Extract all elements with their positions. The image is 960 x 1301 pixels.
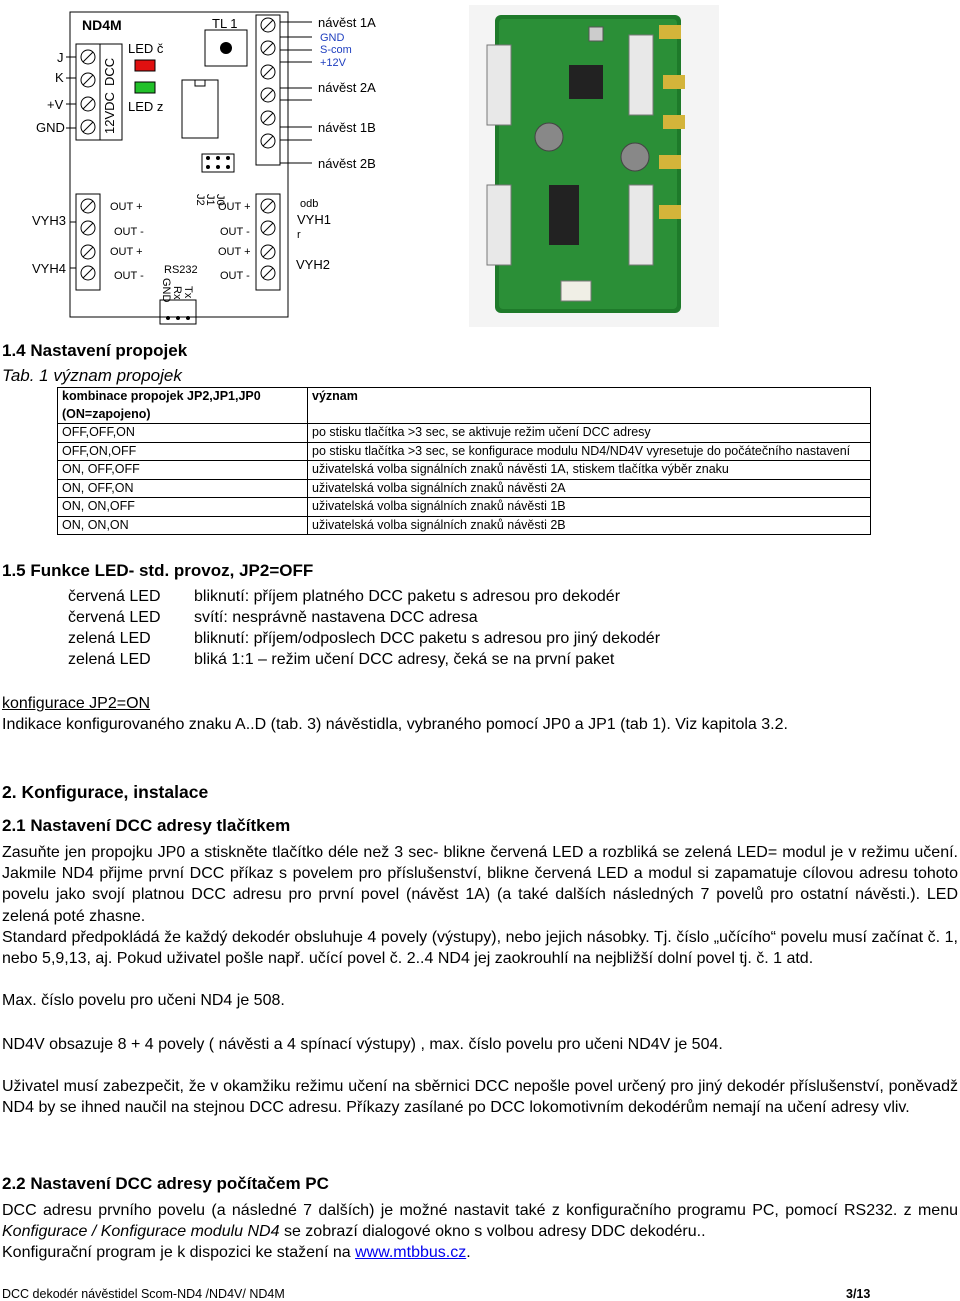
table-header-meaning: význam xyxy=(308,388,871,424)
paragraph-standard: Standard předpokládá že každý dekodér obsluhuje 4 povely (výstupy), nebo jejich násobky. Tj. číslo „učícího“ povelu musí začínat č. 1, nebo 5,9,13, aj. Pokud uživatel pošle např. učící povel č. 2..4 ND4 jej zaokrouhlí na nejbližší dolní povel tj. č. 1 atd. xyxy=(2,929,958,968)
table-cell-combo: ON, OFF,ON xyxy=(58,479,308,498)
table-cell-combo: ON, ON,OFF xyxy=(58,498,308,517)
out-left-3: OUT + xyxy=(110,246,143,258)
out-right-2: OUT - xyxy=(220,226,250,238)
table-row xyxy=(58,424,871,443)
table-cell-meaning: po stisku tlačítka >3 sec, se konfigurace modulu ND4/ND4V vyresetuje do počátečního nastavení xyxy=(308,442,871,461)
paragraph-nd4v: ND4V obsazuje 8 + 4 povely ( návěsti a 4 spínací výstupy) , max. číslo povelu pro učeni ND4V je 504. xyxy=(2,1036,723,1053)
rs232-label: RS232 xyxy=(164,264,198,276)
r-label: r xyxy=(297,229,301,241)
table-row xyxy=(58,498,871,517)
rs232-pin-tx: Tx xyxy=(182,286,194,299)
rs232-pin-gnd: GND xyxy=(160,278,172,303)
12vdc-vertical-label: 12VDC xyxy=(102,92,117,134)
jumper-table xyxy=(57,387,871,535)
out-left-1: OUT + xyxy=(110,201,143,213)
left-label-j: J xyxy=(57,50,64,65)
button-label: TL 1 xyxy=(212,16,238,31)
table-cell-combo: ON, ON,ON xyxy=(58,516,308,535)
paragraph-learning: Zasuňte jen propojku JP0 a stiskněte tlačítko déle než 3 sec- blikne červená LED a rozbliká se zelená LED= modul je v režimu učení. Jakmile ND4 přijme první DCC příkaz s povelem pro příslušenství, blikne červená LED a modul si zapamatuje cílovou adresu tohoto povelu jako svojí platnou DCC adresu pro první povel (návěst 1A) (a také dalších následných 7 povelů pro ostatní návěsti.). LED zelená poté zhasne. xyxy=(2,844,958,925)
odb-label: odb xyxy=(300,198,319,210)
heading-2-2: 2.2 Nastavení DCC adresy počítačem PC xyxy=(2,1174,329,1193)
right-label-scom: S-com xyxy=(320,44,352,56)
left-label-vyh3: VYH3 xyxy=(32,213,66,228)
table-cell-meaning: po stisku tlačítka >3 sec, se aktivuje režim učení DCC adresy xyxy=(308,424,871,443)
heading-1-4: 1.4 Nastavení propojek xyxy=(2,341,188,360)
out-left-4: OUT - xyxy=(114,270,144,282)
table-row xyxy=(58,516,871,535)
right-label-2a: návěst 2A xyxy=(318,80,376,95)
out-right-4: OUT - xyxy=(220,270,250,282)
led-name: červená LED xyxy=(68,609,161,626)
table-header-row xyxy=(58,388,871,424)
pc-menu-path: Konfigurace / Konfigurace modulu ND4 xyxy=(2,1223,280,1241)
table-row xyxy=(58,442,871,461)
out-left-2: OUT - xyxy=(114,226,144,238)
pcb-board-image xyxy=(469,5,719,327)
jumper-label-j2: J2 xyxy=(194,194,206,206)
out-right-1: OUT + xyxy=(218,201,251,213)
table-row xyxy=(58,461,871,480)
table-header-combo: kombinace propojek JP2,JP1,JP0 (ON=zapojeno) xyxy=(58,388,308,424)
pc-text-a: DCC adresu prvního povelu (a následné 7 dalších) je možné nastavit také z konfiguračního programu PC, pomocí RS232. z menu xyxy=(2,1202,958,1219)
left-label-k: K xyxy=(55,70,64,85)
table-cell-meaning: uživatelská volba signálních znaků návěsti 2B xyxy=(308,516,871,535)
red-led-icon xyxy=(135,60,155,71)
rs232-pin-rx: Rx xyxy=(171,286,183,300)
board-title: ND4M xyxy=(82,17,122,33)
led-desc: bliknutí: příjem platného DCC paketu s adresou pro dekodér xyxy=(194,588,621,605)
right-label-1a: návěst 1A xyxy=(318,15,376,30)
led-name: červená LED xyxy=(68,588,161,605)
table-caption: Tab. 1 význam propojek xyxy=(2,366,182,385)
green-led-icon xyxy=(135,82,155,93)
right-label-gnd: GND xyxy=(320,32,345,44)
footer-title: DCC dekodér návěstidel Scom-ND4 /ND4V/ ND4M xyxy=(2,1287,285,1301)
left-label-gnd: GND xyxy=(36,120,65,135)
left-label-vyh4: VYH4 xyxy=(32,261,66,276)
led-green-label: LED z xyxy=(128,99,164,114)
paragraph-max-nd4: Max. číslo povelu pro učeni ND4 je 508. xyxy=(2,992,285,1009)
paragraph-user: Uživatel musí zabezpečit, že v okamžiku režimu učení na sběrnici DCC nepošle povel určený pro jiný dekodér příslušenství, poněvadž ND4 by se ihned naučil na stejnou DCC adresu. Příkazy zasílané po DCC lokomotivním dekodérům nemají na učení adresy vliv. xyxy=(2,1078,958,1117)
led-line xyxy=(68,651,614,669)
table-cell-meaning: uživatelská volba signálních znaků návěsti 1A, stiskem tlačítka výběr znaku xyxy=(308,461,871,480)
led-line xyxy=(68,588,620,606)
vyh1-label: VYH1 xyxy=(297,212,331,227)
right-label-2b: návěst 2B xyxy=(318,156,376,171)
out-right-3: OUT + xyxy=(218,246,251,258)
jumper-label-j1: J1 xyxy=(204,194,216,206)
led-desc: svítí: nesprávně nastavena DCC adresa xyxy=(194,609,478,626)
led-line xyxy=(68,630,660,648)
table-cell-combo: OFF,ON,OFF xyxy=(58,442,308,461)
led-desc: bliknutí: příjem/odposlech DCC paketu s adresou pro jiný dekodér xyxy=(194,630,661,647)
mtbbus-link[interactable]: www.mtbbus.cz xyxy=(355,1244,467,1261)
table-cell-meaning: uživatelská volba signálních znaků návěsti 2A xyxy=(308,479,871,498)
heading-2: 2. Konfigurace, instalace xyxy=(2,782,209,802)
led-line xyxy=(68,609,478,627)
paragraph-pc xyxy=(2,1200,958,1242)
config-title: konfigurace JP2=ON xyxy=(2,695,151,712)
heading-1-5: 1.5 Funkce LED- std. provoz, JP2=OFF xyxy=(2,561,314,580)
vyh2-label: VYH2 xyxy=(296,257,330,272)
table-cell-combo: ON, OFF,OFF xyxy=(58,461,308,480)
led-red-label: LED č xyxy=(128,41,164,56)
page-number: 3/13 xyxy=(846,1287,871,1301)
led-name: zelená LED xyxy=(68,651,151,668)
table-cell-combo: OFF,OFF,ON xyxy=(58,424,308,443)
pc-text-b: se zobrazí dialogové okno s volbou adresy DDC dekodéru.. xyxy=(279,1223,706,1241)
table-cell-meaning: uživatelská volba signálních znaků návěsti 1B xyxy=(308,498,871,517)
led-desc: bliká 1:1 – režim učení DCC adresy, čeká se na první paket xyxy=(194,651,615,668)
config-text: Indikace konfigurovaného znaku A..D (tab. 3) návěstidla, vybraného pomocí JP0 a JP1 (tab 1). Viz kapitola 3.2. xyxy=(2,716,788,733)
download-text: Konfigurační program je k dispozici ke stažení na xyxy=(2,1244,356,1261)
paragraph-download xyxy=(2,1242,958,1263)
download-end: . xyxy=(466,1244,471,1261)
wiring-diagram xyxy=(0,0,470,330)
pcb-photo xyxy=(469,5,719,327)
right-label-12v: +12V xyxy=(320,57,346,69)
jumper-label-j0: J0 xyxy=(214,194,226,206)
table-row xyxy=(58,479,871,498)
heading-2-1: 2.1 Nastavení DCC adresy tlačítkem xyxy=(2,816,291,835)
dcc-vertical-label: DCC xyxy=(102,57,117,86)
right-label-1b: návěst 1B xyxy=(318,120,376,135)
led-name: zelená LED xyxy=(68,630,151,647)
left-label-vplus: +V xyxy=(47,97,64,112)
